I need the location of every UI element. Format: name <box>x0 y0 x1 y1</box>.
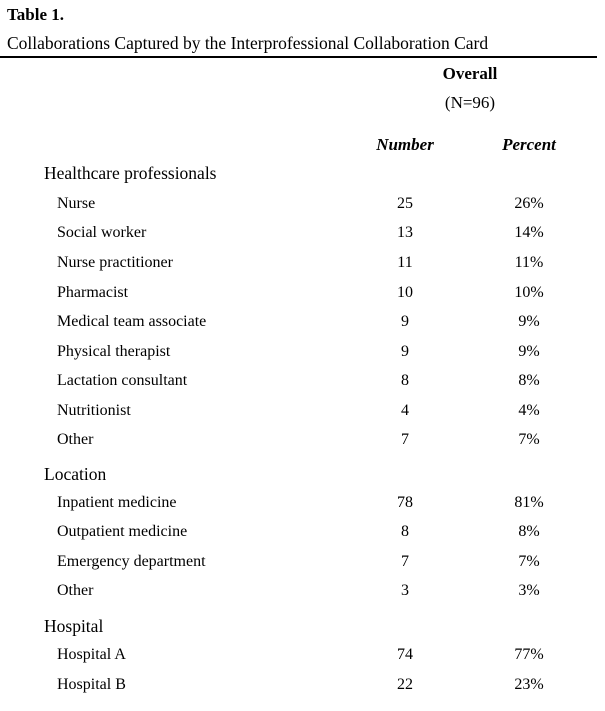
row-label: Lactation consultant <box>57 372 188 389</box>
row-label: Pharmacist <box>57 284 129 301</box>
row-number: 7 <box>401 553 409 570</box>
section-header-row <box>0 464 605 488</box>
row-number: 22 <box>397 676 413 693</box>
table-row <box>0 523 605 547</box>
row-number: 9 <box>401 313 409 330</box>
row-number: 9 <box>401 343 409 360</box>
row-label: Physical therapist <box>57 343 171 360</box>
table-row <box>0 224 605 248</box>
row-label: Nurse practitioner <box>57 254 173 271</box>
section-title: Hospital <box>44 616 104 636</box>
row-number: 4 <box>401 402 409 419</box>
row-percent: 10% <box>514 284 544 301</box>
row-percent: 81% <box>514 494 544 511</box>
row-label: Hospital B <box>57 676 126 693</box>
row-percent: 4% <box>518 402 540 419</box>
row-label: Nurse <box>57 195 96 212</box>
table-row <box>0 254 605 278</box>
column-header-number: Number <box>376 135 434 154</box>
row-percent: 7% <box>518 553 540 570</box>
section-header-row <box>0 616 605 640</box>
row-percent: 8% <box>518 372 540 389</box>
row-percent: 23% <box>514 676 544 693</box>
row-percent: 77% <box>514 646 544 663</box>
section-header-row <box>0 163 605 187</box>
overall-sample-size: (N=96) <box>444 93 496 112</box>
row-percent: 8% <box>518 523 540 540</box>
table-row <box>0 313 605 337</box>
row-number: 8 <box>401 372 409 389</box>
row-number: 10 <box>397 284 413 301</box>
row-percent: 9% <box>518 343 540 360</box>
table-row <box>0 431 605 455</box>
row-label: Emergency department <box>57 553 206 570</box>
row-label: Other <box>57 582 94 599</box>
table-row <box>0 676 605 700</box>
row-number: 8 <box>401 523 409 540</box>
row-label: Medical team associate <box>57 313 207 330</box>
table-row <box>0 343 605 367</box>
row-number: 11 <box>397 254 413 271</box>
row-percent: 14% <box>514 224 544 241</box>
row-label: Nutritionist <box>57 402 131 419</box>
table-row <box>0 195 605 219</box>
row-label: Outpatient medicine <box>57 523 188 540</box>
row-number: 3 <box>401 582 409 599</box>
row-number: 78 <box>397 494 413 511</box>
table-row <box>0 553 605 577</box>
row-label: Inpatient medicine <box>57 494 177 511</box>
row-number: 13 <box>397 224 413 241</box>
column-header-percent: Percent <box>502 135 556 154</box>
row-percent: 9% <box>518 313 540 330</box>
row-label: Hospital A <box>57 646 126 663</box>
overall-header: Overall <box>442 64 498 83</box>
table-row <box>0 402 605 426</box>
row-number: 25 <box>397 195 413 212</box>
row-percent: 26% <box>514 195 544 212</box>
section-title: Location <box>44 464 107 484</box>
table-caption: Collaborations Captured by the Interprofessional Collaboration Card <box>7 33 489 53</box>
table-row <box>0 646 605 670</box>
row-percent: 7% <box>518 431 540 448</box>
table-row <box>0 494 605 518</box>
table-row <box>0 372 605 396</box>
row-percent: 11% <box>514 254 544 271</box>
section-title: Healthcare professionals <box>44 163 217 183</box>
table-row <box>0 582 605 606</box>
row-label: Social worker <box>57 224 147 241</box>
row-percent: 3% <box>518 582 540 599</box>
row-number: 74 <box>397 646 413 663</box>
table-row <box>0 284 605 308</box>
row-label: Other <box>57 431 94 448</box>
row-number: 7 <box>401 431 409 448</box>
table-label: Table 1. <box>7 5 65 24</box>
